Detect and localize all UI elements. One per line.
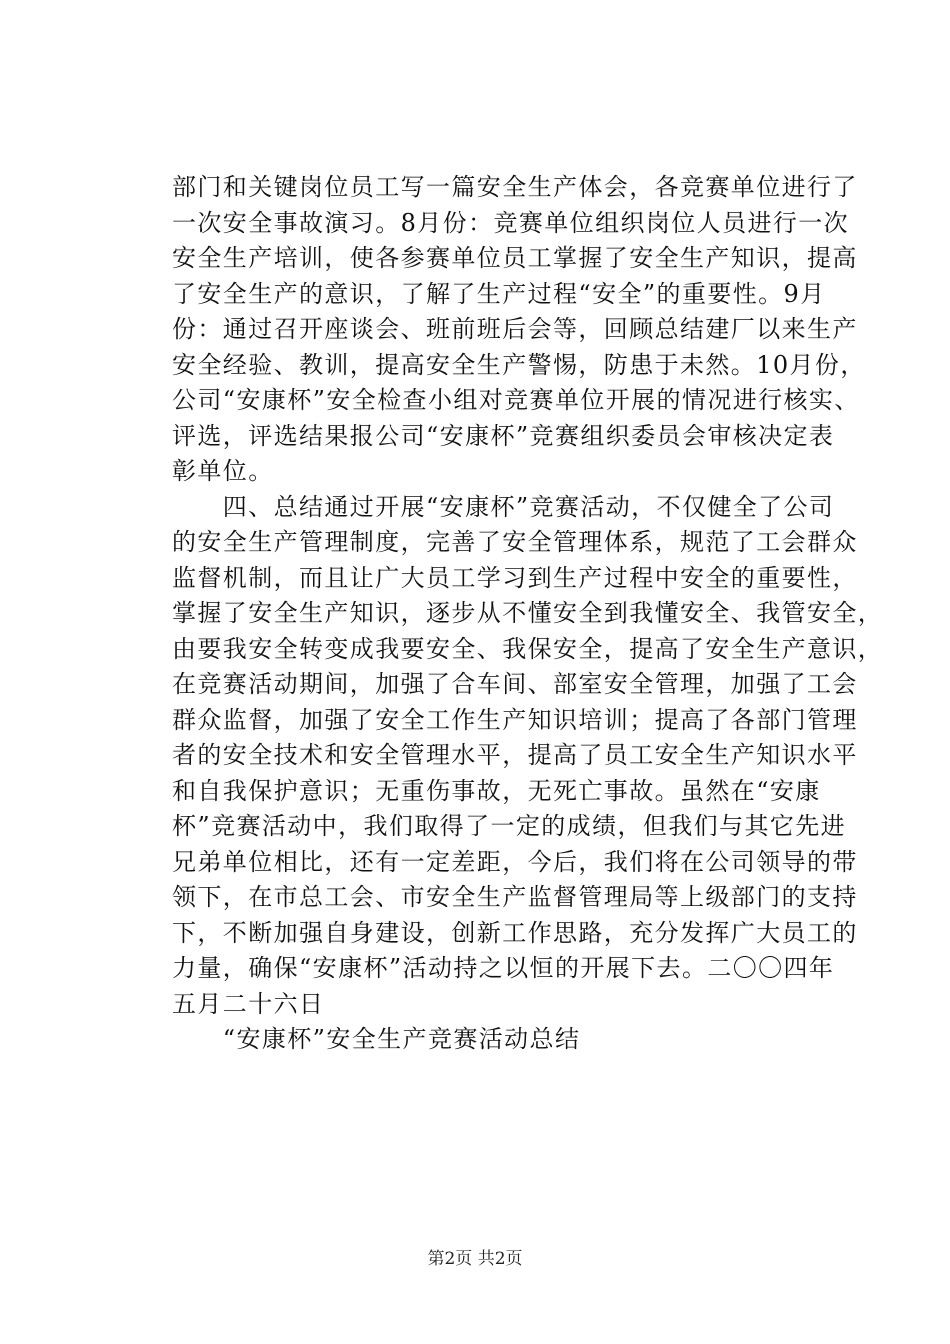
text-line: 的安全生产管理制度，完善了安全管理体系，规范了工会群众 <box>172 528 858 556</box>
text-line: 由要我安全转变成我要安全、我保安全，提高了安全生产意识， <box>172 634 884 663</box>
text-line: 监督机制，而且让广大员工学习到生产过程中安全的重要性， <box>172 563 858 592</box>
text-line: 彰单位。 <box>172 457 274 485</box>
document-title-line: “安康杯”安全生产竞赛活动总结 <box>172 1025 581 1053</box>
document-body <box>172 170 884 1058</box>
text-line: 安全经验、教训，提高安全生产警惕，防患于未然。10月份， <box>172 350 866 379</box>
text-line: 在竞赛活动期间，加强了合车间、部室安全管理，加强了工会 <box>172 670 858 698</box>
text-line: 领下，在市总工会、市安全生产监督管理局等上级部门的支持 <box>172 883 858 911</box>
text-line: 公司“安康杯”安全检查小组对竞赛单位开展的情况进行核实、 <box>172 386 860 414</box>
text-line: 和自我保护意识；无重伤事故，无死亡事故。虽然在“安康 <box>172 776 821 805</box>
text-line: 掌握了安全生产知识，逐步从不懂安全到我懂安全、我管安全， <box>172 599 884 627</box>
text-line: 一次安全事故演习。8月份：竞赛单位组织岗位人员进行一次 <box>172 208 850 237</box>
text-line: 兄弟单位相比，还有一定差距，今后，我们将在公司领导的带 <box>172 847 858 876</box>
text-line: 力量，确保“安康杯”活动持之以恒的开展下去。二〇〇四年 <box>172 954 835 982</box>
text-line: 下，不断加强自身建设，创新工作思路，充分发挥广大员工的 <box>172 918 858 947</box>
section-heading-line: 四、总结通过开展“安康杯”竞赛活动，不仅健全了公司 <box>172 492 835 521</box>
text-line: 评选，评选结果报公司“安康杯”竞赛组织委员会审核决定表 <box>172 421 835 450</box>
text-line: 安全生产培训，使各参赛单位员工掌握了安全生产知识，提高 <box>172 244 858 272</box>
text-line: 者的安全技术和安全管理水平，提高了员工安全生产知识水平 <box>172 741 858 769</box>
page-number-footer: 第2页 共2页 <box>427 1249 523 1269</box>
text-line: 份：通过召开座谈会、班前班后会等，回顾总结建厂以来生产 <box>172 315 858 343</box>
text-line: 部门和关键岗位员工写一篇安全生产体会，各竞赛单位进行了 <box>172 173 858 201</box>
text-line: 群众监督，加强了安全工作生产知识培训；提高了各部门管理 <box>172 705 858 734</box>
text-line: 杯”竞赛活动中，我们取得了一定的成绩，但我们与其它先进 <box>172 812 847 840</box>
date-line: 五月二十六日 <box>172 989 325 1018</box>
text-line: 了安全生产的意识，了解了生产过程“安全”的重要性。9月 <box>172 279 826 308</box>
